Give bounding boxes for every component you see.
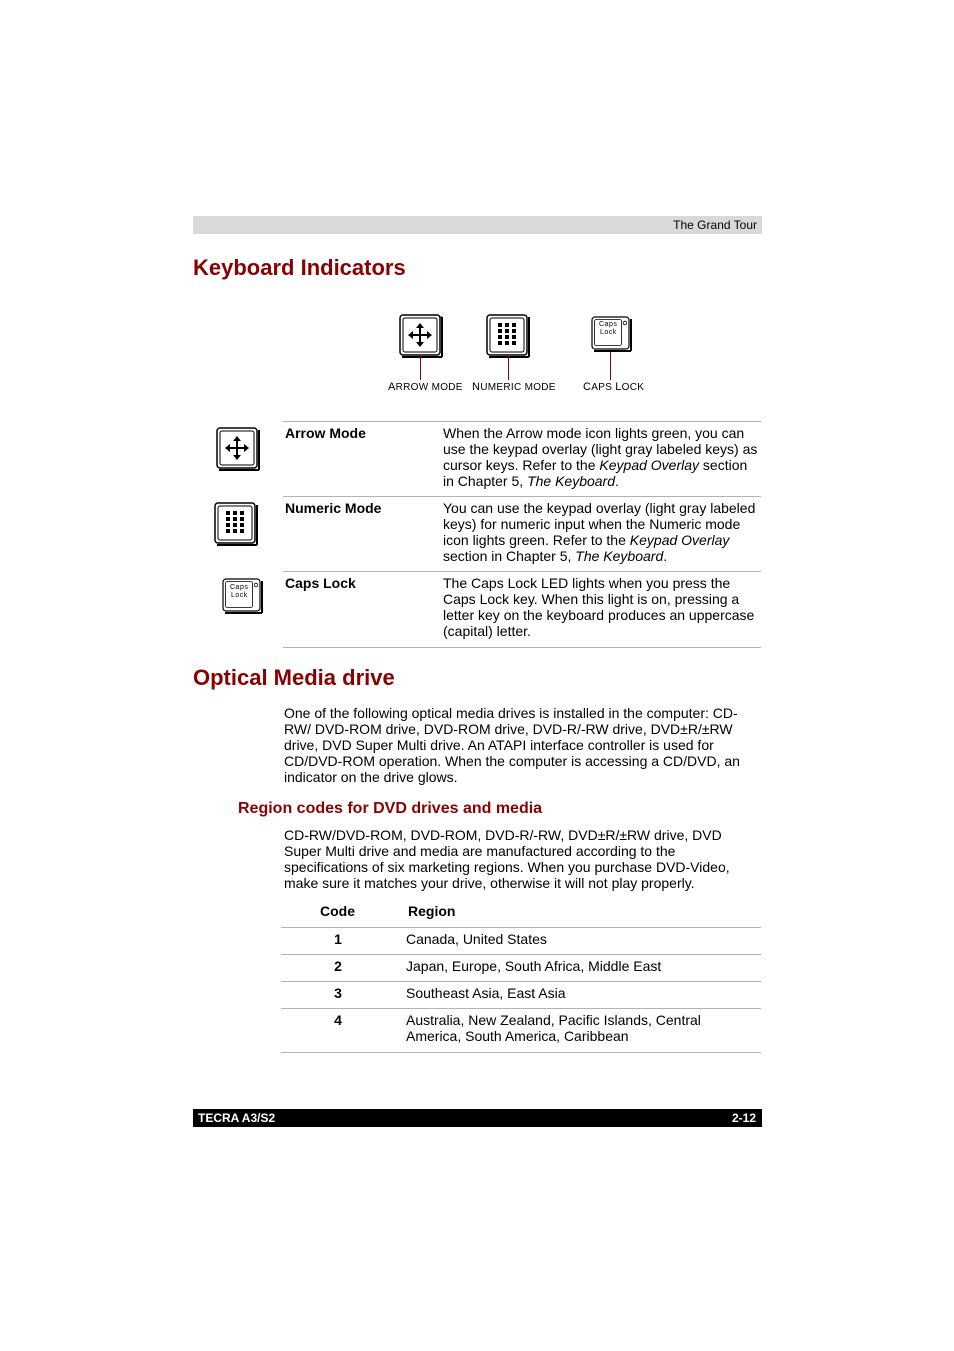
table-row-region: Japan, Europe, South Africa, Middle East: [406, 958, 662, 974]
table-row-code: 1: [334, 931, 342, 947]
caps-lock-row-icon: [222, 578, 264, 614]
table-row-region: Canada, United States: [406, 931, 547, 947]
indicator-table-rule: [283, 421, 761, 422]
caps-lock-caption: CAPS LOCK: [583, 381, 645, 393]
numeric-mode-key-icon: [486, 314, 530, 358]
page-number: 2-12: [731, 1111, 756, 1125]
arrow-mode-caption: ARROW MODE: [388, 381, 463, 393]
table-row-code: 2: [334, 958, 342, 974]
region-table-rule: [281, 954, 761, 955]
numeric-mode-row-icon: [214, 502, 258, 546]
indicator-table-rule: [283, 647, 761, 648]
caps-key-label-bottom: Lock: [600, 329, 617, 336]
caps-key-label-top: Caps: [230, 584, 249, 591]
arrow-mode-label: Arrow Mode: [285, 425, 366, 441]
optical-media-heading: Optical Media drive: [193, 665, 395, 690]
section-title: The Grand Tour: [673, 218, 757, 232]
numeric-mode-description: You can use the keypad overlay (light gray labeled keys) for numeric input when the Numeric mode icon lights green. Refer to the Keypad Overlay section in Chapter 5, The Keyboard.: [443, 500, 756, 564]
region-codes-heading: Region codes for DVD drives and media: [238, 800, 543, 817]
caps-key-label-bottom: Lock: [231, 592, 248, 599]
region-intro-paragraph: CD-RW/DVD-ROM, DVD-ROM, DVD-R/-RW, DVD±R/±RW drive, DVD Super Multi drive and media are manufactured according to the specifications of six marketing regions. When you purchase DVD-Video, make sure it matches your drive, otherwise it will not play properly.: [284, 827, 730, 891]
numeric-mode-leader: [508, 356, 509, 380]
arrow-mode-leader: [420, 356, 421, 380]
page-footer-bar: [193, 1109, 762, 1127]
numeric-mode-label: Numeric Mode: [285, 500, 382, 516]
table-row-region: Southeast Asia, East Asia: [406, 985, 566, 1001]
indicator-table-rule: [283, 571, 761, 572]
page-header-bar: [193, 216, 762, 234]
code-column-header: Code: [320, 903, 355, 919]
numeric-mode-caption: NUMERIC MODE: [472, 381, 556, 393]
region-table-rule: [281, 1008, 761, 1009]
caps-lock-label: Caps Lock: [285, 575, 356, 591]
arrow-mode-row-icon: [216, 427, 260, 471]
region-table-rule: [281, 981, 761, 982]
caps-key-label-top: Caps: [599, 321, 618, 328]
table-row-code: 4: [334, 1012, 342, 1028]
model-name: TECRA A3/S2: [198, 1111, 276, 1125]
optical-intro-paragraph: One of the following optical media drives is installed in the computer: CD-RW/ DVD-ROM drive, DVD-ROM drive, DVD-R/-RW drive, DVD±R/±RW drive, DVD Super Multi drive. An ATAPI interface controller is used for CD/DVD-ROM operation. When the computer is accessing a CD/DVD, an indicator on the drive glows.: [284, 705, 740, 785]
arrow-mode-key-icon: [399, 314, 443, 358]
keyboard-indicators-heading: Keyboard Indicators: [193, 255, 406, 280]
caps-lock-leader: [610, 352, 611, 380]
caps-lock-key-icon: [591, 316, 633, 352]
indicator-table-rule: [283, 496, 761, 497]
region-table-rule: [281, 1052, 761, 1053]
arrow-mode-description: When the Arrow mode icon lights green, you can use the keypad overlay (light gray labeled keys) as cursor keys. Refer to the Keypad Overlay section in Chapter 5, The Keyboard.: [443, 425, 758, 489]
region-column-header: Region: [408, 903, 456, 919]
caps-lock-description: The Caps Lock LED lights when you press the Caps Lock key. When this light is on, pressing a letter key on the keyboard produces an uppercase (capital) letter.: [443, 575, 755, 639]
table-row-region: Australia, New Zealand, Pacific Islands, Central America, South America, Caribbean: [406, 1012, 701, 1044]
region-table-rule: [281, 927, 761, 928]
table-row-code: 3: [334, 985, 342, 1001]
